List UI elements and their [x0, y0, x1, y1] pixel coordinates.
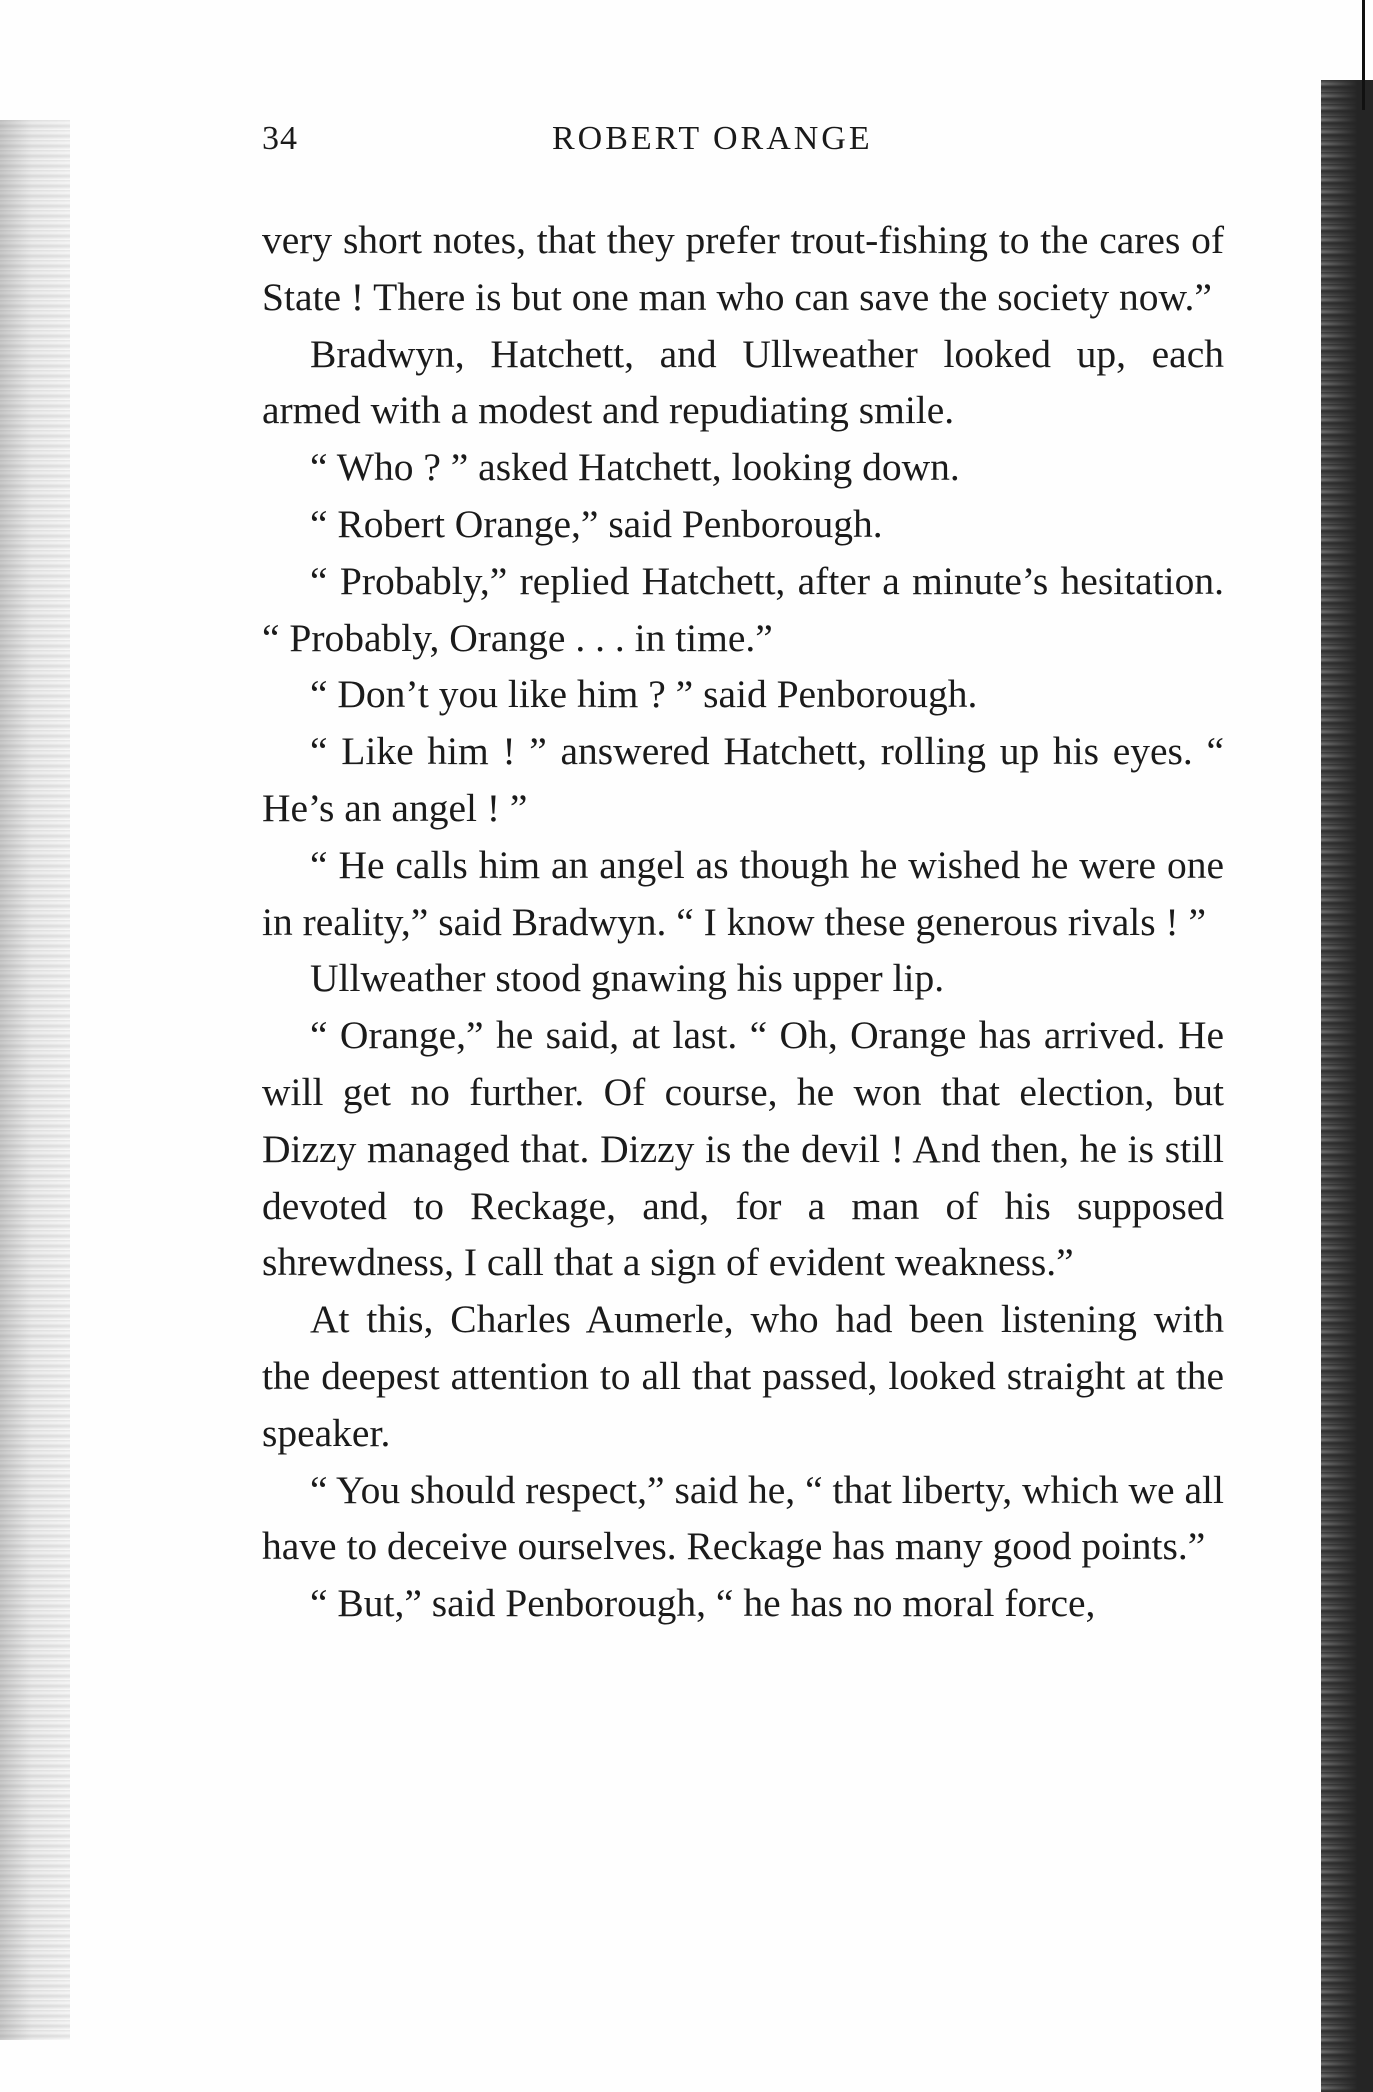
paragraph: Ullweather stood gnawing his upper lip.	[310, 956, 945, 1001]
paragraph: At this, Charles Aumerle, who had been listening with the deepest attention to all that passed, looked straight at the speaker.	[262, 1297, 1224, 1455]
paragraph: very short notes, that they prefer trout-fishing to the cares of State ! There is but one man who can save the society now.”	[262, 218, 1224, 319]
running-head: ROBERT ORANGE	[552, 120, 873, 157]
body-text	[262, 212, 1224, 1632]
page-corner-mark	[1362, 0, 1365, 110]
page-left-edge-shadow	[0, 120, 70, 2040]
page-number: 34	[262, 120, 298, 157]
paragraph: “ Who ? ” asked Hatchett, looking down.	[310, 445, 960, 490]
paragraph: “ But,” said Penborough, “ he has no moral force,	[310, 1581, 1096, 1626]
paragraph: “ He calls him an angel as though he wished he were one in reality,” said Bradwyn. “ I know these generous rivals ! ”	[262, 842, 1224, 944]
page-header	[262, 120, 1222, 170]
paragraph: Bradwyn, Hatchett, and Ullweather looked up, each armed with a modest and repudiating smile.	[262, 331, 1224, 433]
paragraph: “ Orange,” he said, at last. “ Oh, Orange has arrived. He will get no further. Of course, he won that election, but Dizzy managed that. Dizzy is the devil ! And then, he is still devoted to Reckage, and, for a man of his supposed shrewdness, I call that a sign of evident weakness.”	[262, 1013, 1224, 1285]
paragraph: “ Robert Orange,” said Penborough.	[310, 501, 883, 546]
paragraph: “ Don’t you like him ? ” said Penborough.	[310, 672, 978, 717]
paragraph: “ Like him ! ” answered Hatchett, rolling up his eyes. “ He’s an angel ! ”	[262, 729, 1224, 830]
paragraph: “ Probably,” replied Hatchett, after a minute’s hesitation. “ Probably, Orange . . . in time.”	[262, 558, 1224, 660]
page-right-edge-shadow	[1321, 80, 1373, 2092]
paragraph: “ You should respect,” said he, “ that liberty, which we all have to deceive ourselves. Reckage has many good points.”	[262, 1467, 1224, 1569]
